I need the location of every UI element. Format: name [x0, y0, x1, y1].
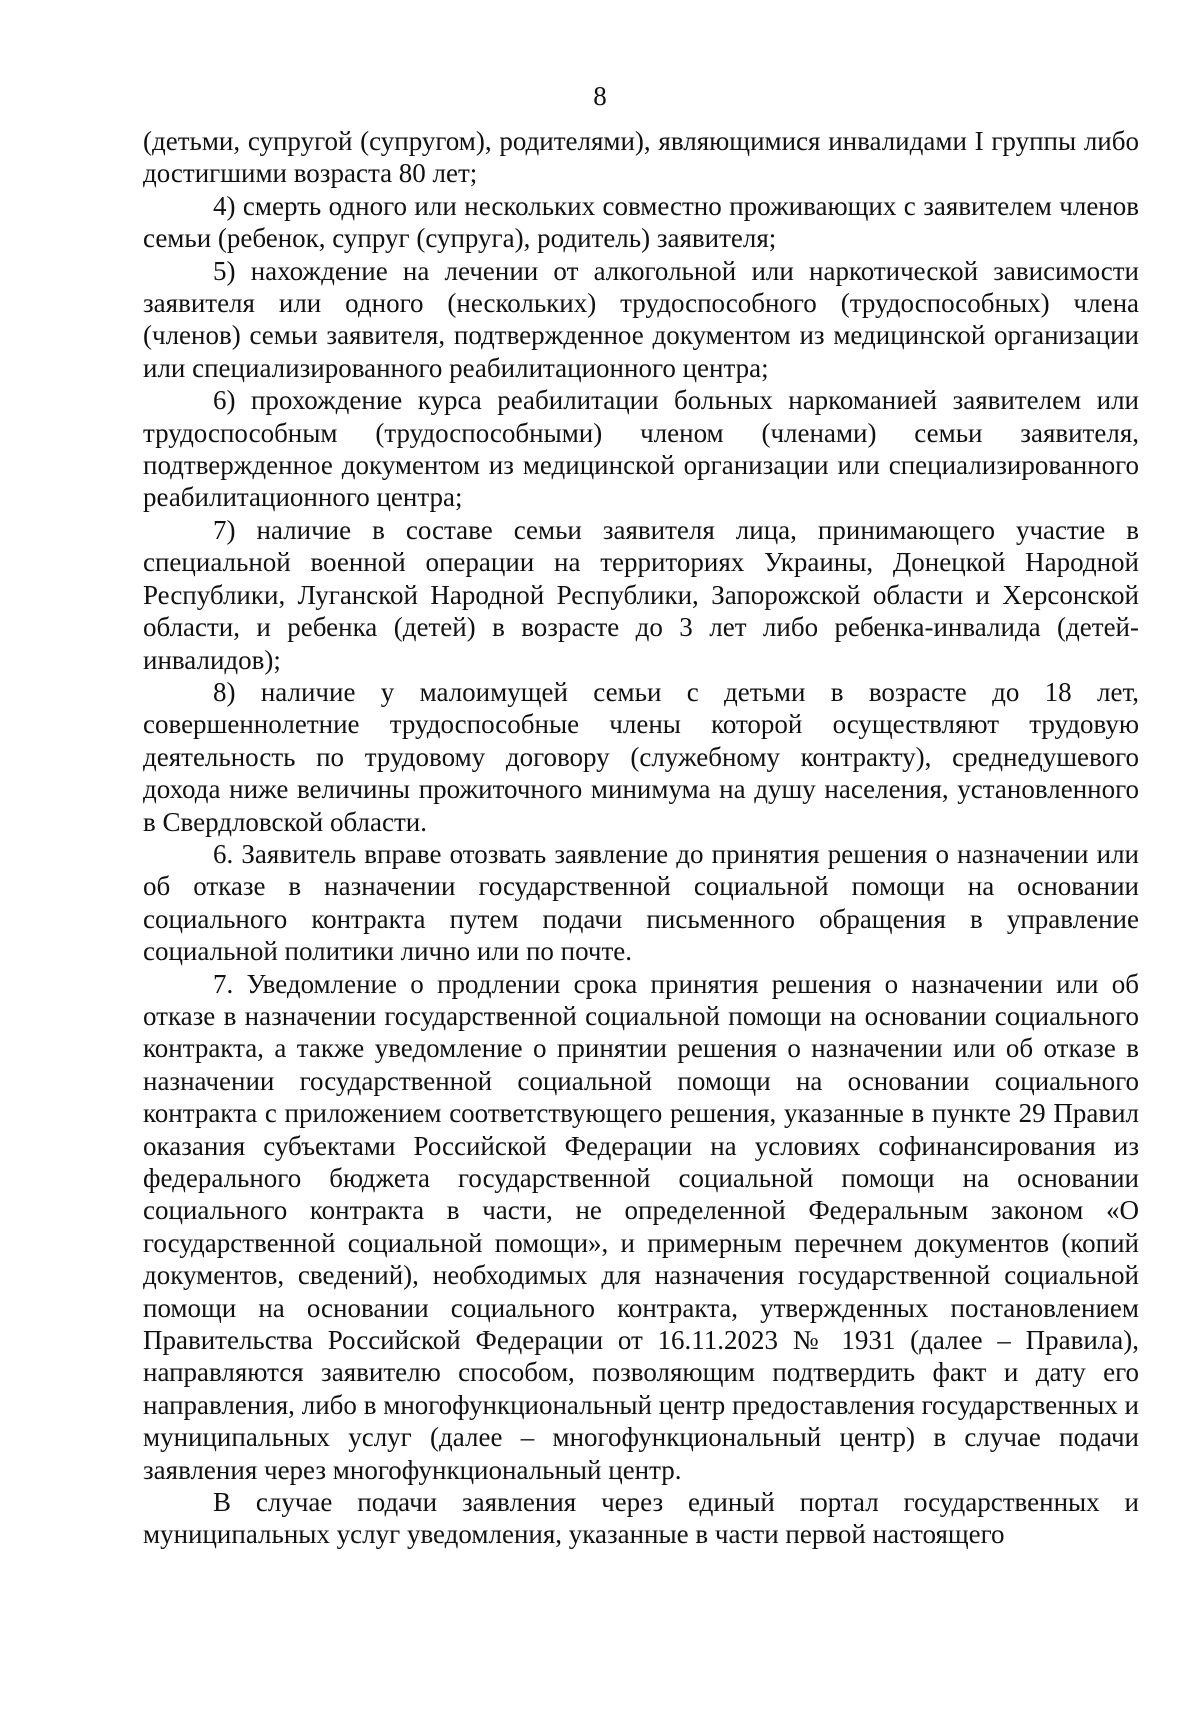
paragraph-continuation: (детьми, супругой (супругом), родителями), являющимися инвалидами I группы либо достигшими возраста 80 лет; [143, 126, 1139, 189]
paragraph-item-5: 5) нахождение на лечении от алкогольной или наркотической зависимости заявителя или одного (нескольких) трудоспособного (трудоспособных) члена (членов) семьи заявителя, подтвержденное документом из медицинской организации или специализированного реабилитационного центра; [143, 255, 1139, 383]
page-number: 8 [593, 81, 607, 111]
paragraph-section-7: 7. Уведомление о продлении срока принятия решения о назначении или об отказе в назначении государственной социальной помощи на основании социального контракта, а также уведомление о принятии решения о назначении или об отказе в назначении государственной социальной помощи на основании социального контракта с приложением соответствующего решения, указанные в пункте 29 Правил оказания субъектами Российской Федерации на условиях софинансирования из федерального бюджета государственной социальной помощи на основании социального контракта в части, не определенной Федеральным законом «О государственной социальной помощи», и примерным перечнем документов (копий документов, сведений), необходимых для назначения государственной социальной помощи на основании социального контракта, утвержденных постановлением Правительства Российской Федерации от 16.11.2023 № 1931 (далее – Правила), направляются заявителю способом, позволяющим подтвердить факт и дату его направления, либо в многофункциональный центр предоставления государственных и муниципальных услуг (далее – многофункциональный центр) в случае подачи заявления через многофункциональный центр. [143, 968, 1139, 1485]
paragraph-section-6: 6. Заявитель вправе отозвать заявление до принятия решения о назначении или об отказе в назначении государственной социальной помощи на основании социального контракта путем подачи письменного обращения в управление социальной политики лично или по почте. [143, 838, 1139, 967]
paragraph-item-7: 7) наличие в составе семьи заявителя лица, принимающего участие в специальной военной операции на территориях Украины, Донецкой Народной Республики, Луганской Народной Республики, Запорожской области и Херсонской области, и ребенка (детей) в возрасте до 3 лет либо ребенка-инвалида (детей-инвалидов); [143, 514, 1139, 675]
paragraph-item-8: 8) наличие у малоимущей семьи с детьми в возрасте до 18 лет, совершеннолетние трудоспособные члены которой осуществляют трудовую деятельность по трудовому договору (служебному контракту), среднедушевого дохода ниже величины прожиточного минимума на душу населения, установленного в Свердловской области. [143, 676, 1139, 837]
paragraph-section-7-part-2: В случае подачи заявления через единый портал государственных и муниципальных услуг уведомления, указанные в части первой настоящего [143, 1487, 1139, 1550]
paragraph-item-6: 6) прохождение курса реабилитации больных наркоманией заявителем или трудоспособным (трудоспособными) членом (членами) семьи заявителя, подтвержденное документом из медицинской организации или специализированного реабилитационного центра; [143, 385, 1139, 513]
paragraph-item-4: 4) смерть одного или нескольких совместно проживающих с заявителем членов семьи (ребенок, супруг (супруга), родитель) заявителя; [143, 190, 1139, 254]
document-body [143, 125, 1139, 1551]
